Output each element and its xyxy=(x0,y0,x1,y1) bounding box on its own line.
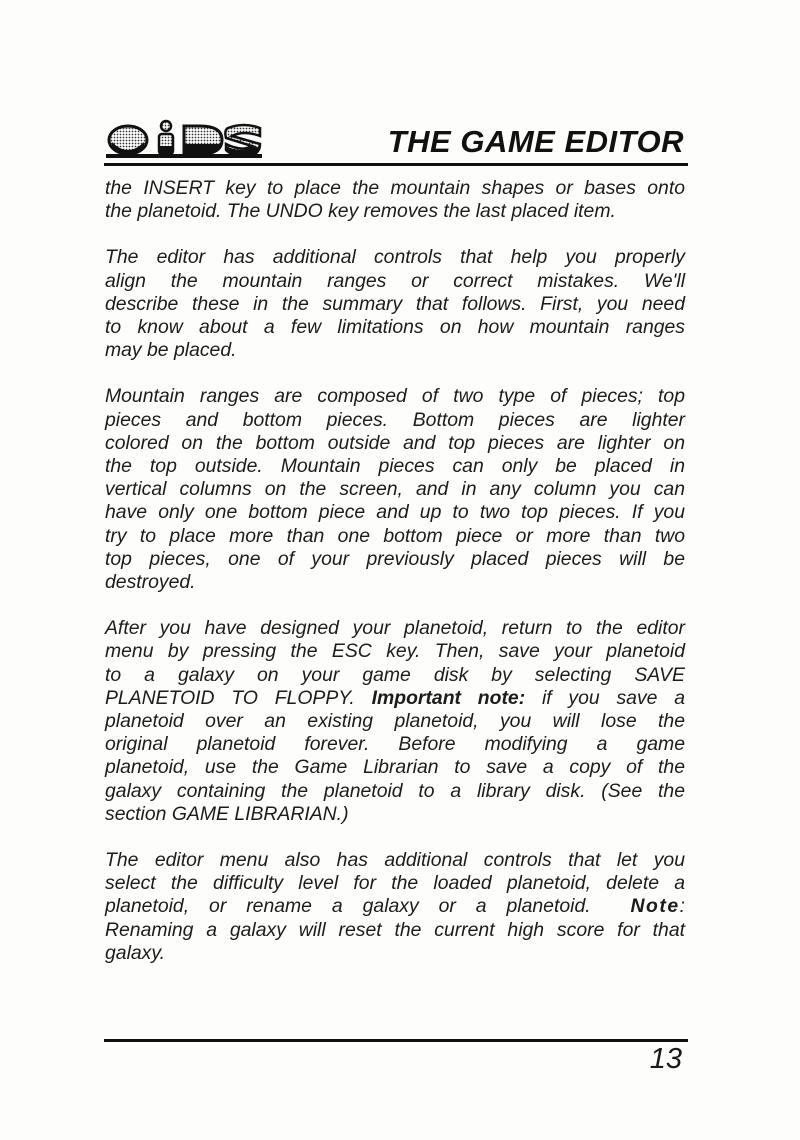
text-line: After you have designed your planetoid, return to the editor xyxy=(105,617,685,640)
text-line-mixed xyxy=(105,687,685,710)
text-line: The editor has additional controls that help you properly xyxy=(105,246,685,269)
text-line: pieces and bottom pieces. Bottom pieces are lighter xyxy=(105,408,685,431)
text-line: planetoid over an existing planetoid, you will lose the xyxy=(105,710,685,733)
text-line: to a galaxy on your game disk by selecting SAVE xyxy=(105,663,685,686)
text-line: galaxy containing the planetoid to a library disk. (See the xyxy=(105,779,685,802)
text-line: menu by pressing the ESC key. Then, save your planetoid xyxy=(105,640,685,663)
text-line: section GAME LIBRARIAN.) xyxy=(105,802,349,825)
text-line: the top outside. Mountain pieces can only be placed in xyxy=(105,455,685,478)
text-line: to know about a few limitations on how mountain ranges xyxy=(105,316,685,339)
text-line: select the difficulty level for the loaded planetoid, delete a xyxy=(105,872,685,895)
page-header xyxy=(104,118,688,166)
text-line: the INSERT key to place the mountain shapes or bases onto xyxy=(105,177,685,199)
paragraph-4 xyxy=(105,617,685,826)
important-note-label: Important note: xyxy=(371,686,526,709)
note-label: Note xyxy=(630,895,680,918)
text-line: the planetoid. The UNDO key removes the last placed item. xyxy=(105,200,616,223)
text-run: if you save a xyxy=(525,686,685,709)
text-line: galaxy. xyxy=(105,941,165,964)
page-number: 13 xyxy=(649,1043,682,1075)
paragraph-3 xyxy=(105,385,685,594)
text-line: align the mountain ranges or correct mistakes. We'll xyxy=(105,269,685,292)
text-run: planetoid, or rename a galaxy or a planetoid. xyxy=(105,895,591,918)
paragraph-1 xyxy=(105,177,685,223)
footer-divider xyxy=(104,1039,688,1042)
note-colon: : xyxy=(679,895,685,918)
text-line: colored on the bottom outside and top pieces are lighter on xyxy=(105,431,685,454)
text-run: PLANETOID TO FLOPPY. xyxy=(105,686,372,709)
header-divider xyxy=(104,163,688,166)
text-line: vertical columns on the screen, and in any column you can xyxy=(105,478,685,501)
page-title: THE GAME EDITOR xyxy=(387,124,684,159)
body-text xyxy=(105,177,685,988)
text-line: destroyed. xyxy=(105,571,196,594)
text-line: Mountain ranges are composed of two type of pieces; top xyxy=(105,385,685,408)
text-line: may be placed. xyxy=(105,339,237,362)
text-line: top pieces, one of your previously placed pieces will be xyxy=(105,547,685,570)
oids-logo-icon xyxy=(104,118,264,160)
text-line: describe these in the summary that follows. First, you need xyxy=(105,292,685,315)
text-line: have only one bottom piece and up to two top pieces. If you xyxy=(105,501,685,524)
text-line: try to place more than one bottom piece or more than two xyxy=(105,524,685,547)
text-line: planetoid, use the Game Librarian to save a copy of the xyxy=(105,756,685,779)
text-line: Renaming a galaxy will reset the current high score for that xyxy=(105,918,685,941)
text-line: The editor menu also has additional controls that let you xyxy=(105,849,685,872)
text-line: original planetoid forever. Before modifying a game xyxy=(105,733,685,756)
paragraph-2 xyxy=(105,246,685,362)
paragraph-5 xyxy=(105,849,685,965)
text-line-mixed xyxy=(105,895,685,918)
